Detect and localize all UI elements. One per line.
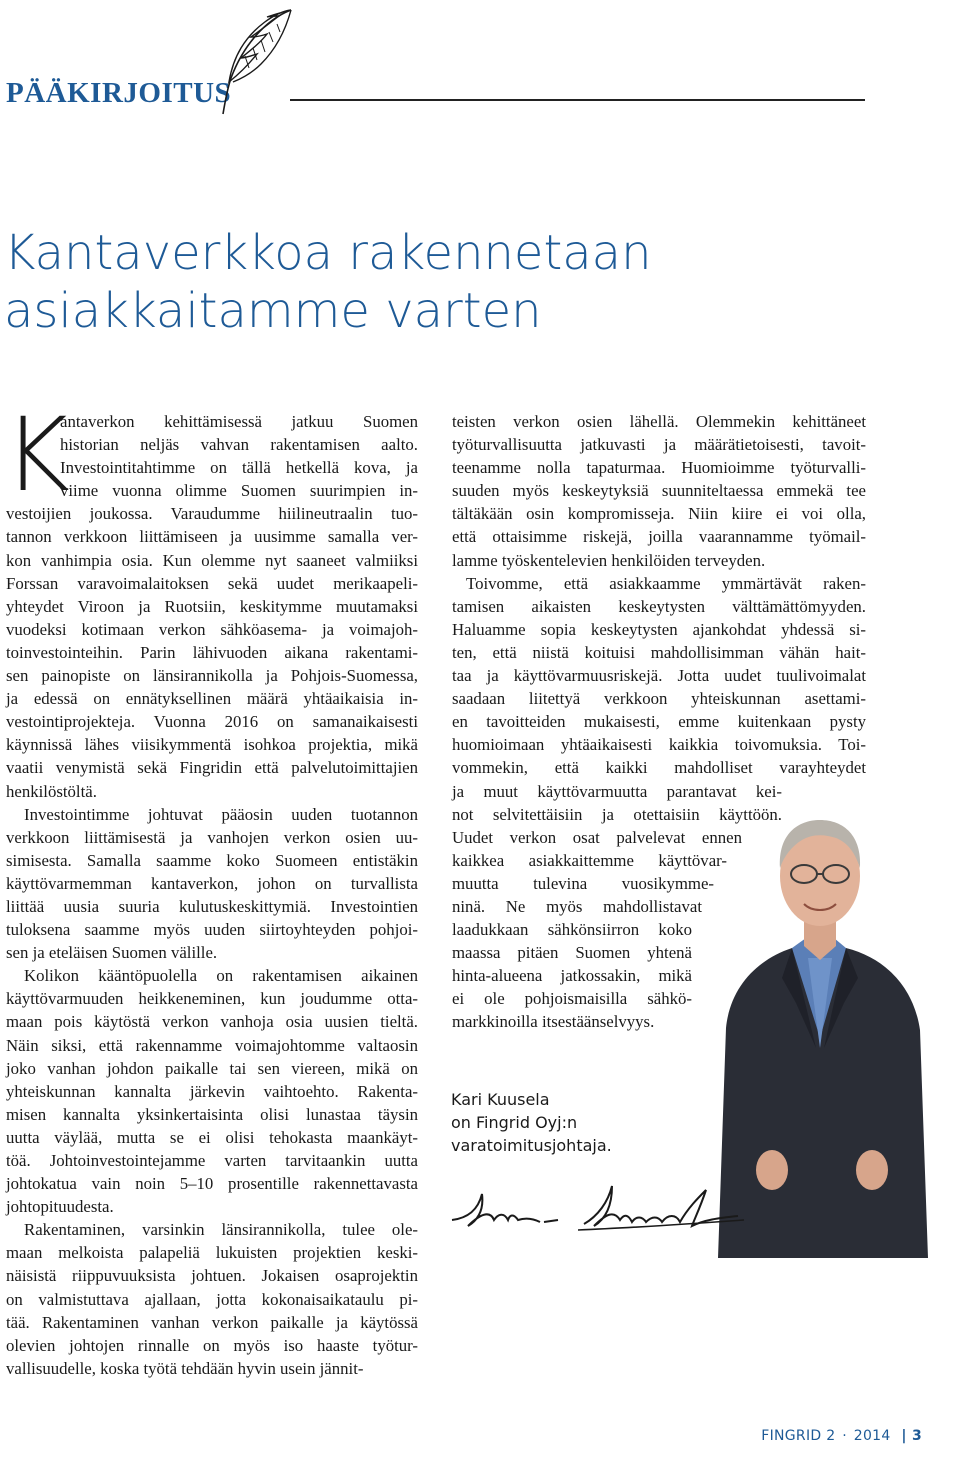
article-text-line: en tavoitteiden mukaisesti, emme kuitenkaan pysty bbox=[452, 712, 866, 732]
headline-line-1: Kantaverkkoa rakennetaan bbox=[4, 225, 652, 281]
article-text-line: sen painopiste on länsirannikolla ja Pohjois-Suomessa, bbox=[6, 666, 418, 686]
article-text-line: Uudet verkon osat palvelevat ennen bbox=[452, 827, 742, 847]
author-title: varatoimitusjohtaja. bbox=[451, 1136, 612, 1155]
article-text-line: vallisuudelle, koska työtä tehdään hyvin usein jännit- bbox=[6, 1358, 364, 1378]
article-text-line: käyttövarmuuden heikkeneminen, kun joudumme otta- bbox=[6, 989, 418, 1009]
handwritten-signature bbox=[448, 1180, 748, 1240]
article-text-line: johtopituudesta. bbox=[6, 1197, 114, 1217]
article-text-line: maan melkoista palapeliä lukuisten projektien keski- bbox=[6, 1243, 418, 1263]
article-column-left bbox=[6, 410, 418, 1380]
article-text-line: tamisen aikaisten keskeytysten välttämättömyyden. bbox=[452, 596, 866, 616]
article-text-line: historian neljäs vahvan rakentamisen aalto. bbox=[60, 435, 418, 455]
article-text-line: vaatii venymistä sekä Fingridin että palvelutoimittajien bbox=[6, 758, 418, 778]
article-text-line: markkinoilla itsestäänselvyys. bbox=[452, 1012, 655, 1032]
article-text-line: vestointiprojekteja. Vuonna 2016 on samanaikaisesti bbox=[6, 712, 418, 732]
article-text-line: Näin siksi, että rakennamme voimajohtomme valtaosin bbox=[6, 1035, 418, 1055]
article-text-line: suuden myös keskeytyksiä suunniteltaessa emmekä tee bbox=[452, 481, 866, 501]
article-text-line: Investointitahtimme on tällä hetkellä kova, ja bbox=[60, 458, 418, 478]
author-name: Kari Kuusela bbox=[451, 1090, 550, 1109]
article-text-line: teisten verkon osien lähellä. Olemmekin kehittäneet bbox=[452, 412, 866, 431]
article-text-line: vestoijien joukossa. Varaudumme hiilineutraalin tuo- bbox=[6, 504, 418, 524]
article-text-line: maassa pitäen Suomen yhtenä bbox=[452, 943, 692, 963]
article-text-line: verkkoon liittämisestä ja vanhojen verkon osien uu- bbox=[6, 827, 418, 847]
article-text-line: Toivomme, että asiakkaamme ymmärtävät raken- bbox=[466, 573, 866, 593]
article-text-line: että ottaisimme riskejä, joilla vaarannamme työmail- bbox=[452, 527, 866, 547]
article-text-line: huomioimaan yhtäaikaisesti kaikkia toivomuksia. Toi- bbox=[452, 735, 866, 755]
article-text-line: joko vanhan johdon paikalle tai sen viereen, mikä on bbox=[6, 1058, 418, 1078]
article-text-line: töä. Johtoinvestointejamme varten tarvitaankin uutta bbox=[6, 1151, 418, 1170]
article-text-line: tää. Rakentaminen vanhan verkon paikalle ja käytössä bbox=[6, 1312, 418, 1332]
article-text-line: simisesta. Samalla saamme koko Suomeen entistäkin bbox=[6, 850, 418, 870]
drop-cap: K bbox=[3, 396, 70, 515]
article-text-line: laadukkaan sähkönsiirron koko bbox=[452, 920, 692, 940]
article-text-line: käyttövarmemman kantaverkon, johon on turvallista bbox=[6, 873, 418, 893]
article-text-line: Kolikon kääntöpuolella on rakentamisen aikainen bbox=[24, 966, 418, 986]
author-credit bbox=[451, 1088, 612, 1157]
article-text-line: ten, että niistä koituisi mahdollisimman vähän hait- bbox=[452, 642, 866, 662]
section-divider bbox=[290, 99, 865, 101]
article-text-line: tannon verkkoon liittämiseen ja uusimme samalla ver- bbox=[6, 527, 418, 547]
page-number: 3 bbox=[911, 1428, 922, 1444]
article-text-line: yhteiskunnan kannalta järkevin vaihtoehto. Rakenta- bbox=[6, 1081, 418, 1101]
article-headline bbox=[4, 224, 884, 340]
article-text-line: antaverkon kehittämisessä jatkuu Suomen bbox=[60, 412, 418, 431]
article-text-line: taa ja käyttövarmuusriskejä. Jotta uudet tuulivoimalat bbox=[452, 666, 866, 686]
publication-name: FINGRID 2 bbox=[761, 1428, 836, 1444]
article-text-line: johtokatua vain noin 5–10 prosentille rakennettavasta bbox=[6, 1174, 418, 1194]
article-text-line: not selvitettäisiin ja otettaisiin käyttöön. bbox=[452, 804, 782, 824]
article-text-line: ei ole pohjoismaisilla sähkö- bbox=[452, 989, 692, 1009]
footer-separator: · bbox=[842, 1428, 847, 1444]
author-company: on Fingrid Oyj:n bbox=[451, 1113, 578, 1132]
article-text-line: Haluamme sopia keskeytysten ajankohdat yhdessä si- bbox=[452, 619, 866, 639]
article-text-line: kon vanhimpia osia. Kun olemme nyt saaneet valmiiksi bbox=[6, 550, 418, 570]
article-text-line: Forssan varavoimalaitoksen sekä uudet merikaapeli- bbox=[6, 573, 418, 593]
article-text-line: olevien johtojen rinnalle on myös iso haaste työtur- bbox=[6, 1335, 418, 1355]
article-text-line: tältäkään osin kompromisseja. Niin kiire ei voi olla, bbox=[452, 504, 866, 524]
article-text-line: saadaan liitettyä verkkoon yhteiskunnan asettami- bbox=[452, 689, 866, 709]
article-text-line: vommekin, että kaikki mahdolliset varayhteydet bbox=[452, 758, 866, 778]
article-text-line: on valmistuttava ajallaan, jotta kokonaisaikataulu pi- bbox=[6, 1289, 418, 1309]
article-text-line: hinta-alueena jatkossakin, mikä bbox=[452, 966, 692, 986]
article-text-line: tuloksena saamme myös uuden siirtoyhteyden pohjoi- bbox=[6, 920, 418, 940]
article-text-line: työturvallisuutta jatkuvasti ja määrätietoisesti, tavoit- bbox=[452, 435, 866, 455]
publication-year: 2014 bbox=[853, 1428, 891, 1444]
article-text-line: maan pois käytöstä verkon vanhoja osia uusien tieltä. bbox=[6, 1012, 418, 1032]
article-text-line: ja edessä on ennätyksellinen määrä yhtäaikaisia in- bbox=[6, 689, 418, 709]
article-text-line: henkilöstöltä. bbox=[6, 781, 97, 801]
article-text-line: lamme työskentelevien henkilöiden terveyden. bbox=[452, 550, 766, 570]
article-text-line: liittää uusia suuria kulutuskeskittymiä. Investointien bbox=[6, 896, 418, 916]
page-footer bbox=[761, 1428, 922, 1444]
article-text-line: Investointimme johtuvat pääosin uuden tuotannon bbox=[24, 804, 418, 824]
article-text-line: kaikkea asiakkaittemme käyttövar- bbox=[452, 850, 727, 870]
article-text-line: muutta tulevina vuosikymme- bbox=[452, 873, 714, 893]
article-text-line: näisistä riippuvuuksista johtuen. Jokaisen osaprojektin bbox=[6, 1266, 418, 1286]
article-text-line: misen kannalta yksinkertaisinta olisi lunastaa täysin bbox=[6, 1104, 418, 1124]
headline-line-2: asiakkaitamme varten bbox=[4, 283, 542, 339]
article-text-line: ninä. Ne myös mahdollistavat bbox=[452, 896, 702, 916]
footer-divider: | bbox=[901, 1428, 907, 1444]
article-text-line: teenamme nolla tapaturmaa. Huomioimme työturvalli- bbox=[452, 458, 866, 478]
article-text-line: toinvestointeihin. Parin lähivuoden aikana rakentami- bbox=[6, 642, 418, 662]
section-label: PÄÄKIRJOITUS bbox=[6, 77, 232, 109]
quill-feather-icon bbox=[205, 6, 295, 118]
article-text-line: ja muut käyttövarmuutta parantavat kei- bbox=[452, 781, 782, 801]
article-text-line: vuodeksi kotimaan verkon sähköasema- ja voimajoh- bbox=[6, 619, 418, 639]
article-text-line: sen ja eteläisen Suomen välille. bbox=[6, 943, 218, 963]
article-text-line: yhteydet Viroon ja Ruotsiin, keskitymme muutamaksi bbox=[6, 596, 418, 616]
article-text-line: uutta väylää, mutta se ei olisi tehokasta maankäyt- bbox=[6, 1127, 418, 1147]
article-text-line: viime vuonna olimme Suomen suurimpien in- bbox=[60, 481, 418, 501]
article-text-line: käynnissä lähes viisikymmentä isohkoa projektia, mikä bbox=[6, 735, 418, 755]
article-text-line: Rakentaminen, varsinkin länsirannikolla, tulee ole- bbox=[24, 1220, 418, 1240]
